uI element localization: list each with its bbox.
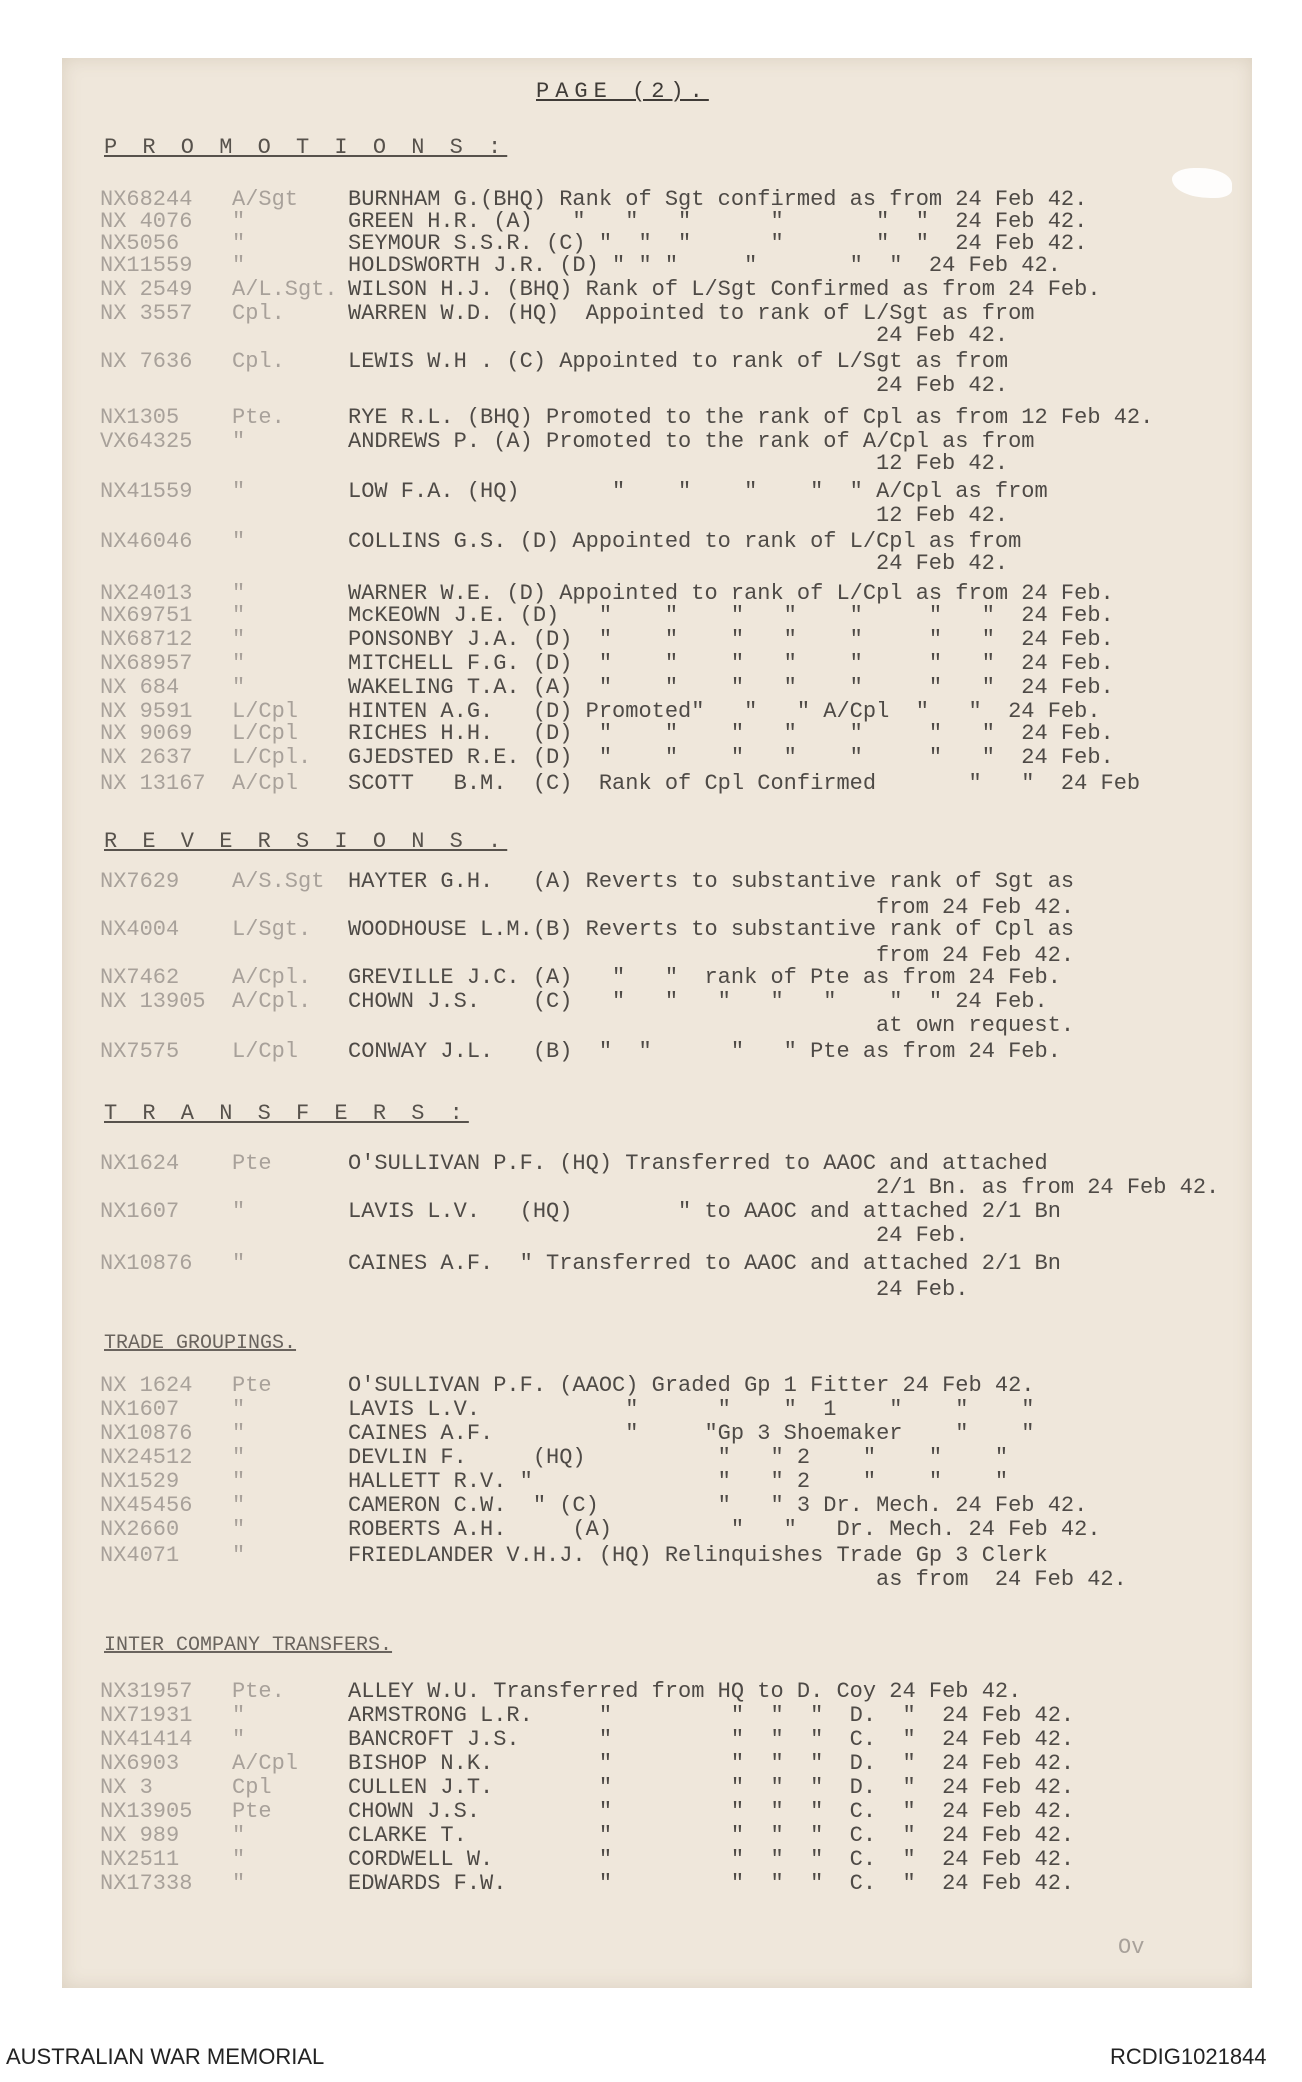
service-number: NX7629 bbox=[100, 869, 180, 894]
service-number: NX41414 bbox=[100, 1727, 193, 1752]
entry-text: LAVIS L.V. " " " 1 " " " bbox=[348, 1397, 1035, 1422]
rank: " bbox=[232, 1421, 246, 1446]
entry-text: GJEDSTED R.E. (D) " " " " " " " 24 Feb. bbox=[348, 745, 1114, 770]
service-number: NX1607 bbox=[100, 1397, 180, 1422]
service-number: NX11559 bbox=[100, 253, 193, 278]
service-number: NX41559 bbox=[100, 479, 193, 504]
service-number: NX 989 bbox=[100, 1823, 180, 1848]
entry-text: WARREN W.D. (HQ) Appointed to rank of L/Sgt as from bbox=[348, 301, 1035, 326]
rank: Cpl bbox=[232, 1775, 272, 1800]
rank: " bbox=[232, 651, 246, 676]
service-number: NX13905 bbox=[100, 1799, 193, 1824]
rank: L/Cpl bbox=[232, 1039, 299, 1064]
entry-text: at own request. bbox=[876, 1013, 1075, 1038]
entry-text: CHOWN J.S. (C) " " " " " " " 24 Feb. bbox=[348, 989, 1048, 1014]
entry-text: LOW F.A. (HQ) " " " " " A/Cpl as from bbox=[348, 479, 1048, 504]
footer-source: AUSTRALIAN WAR MEMORIAL bbox=[6, 2044, 325, 2069]
rank: " bbox=[232, 231, 246, 256]
entry-text: HAYTER G.H. (A) Reverts to substantive rank of Sgt as bbox=[348, 869, 1075, 894]
entry-text: ANDREWS P. (A) Promoted to the rank of A/Cpl as from bbox=[348, 429, 1035, 454]
rank: L/Sgt. bbox=[232, 917, 312, 942]
service-number: NX4071 bbox=[100, 1543, 180, 1568]
rank: " bbox=[232, 529, 246, 554]
service-number: NX7575 bbox=[100, 1039, 180, 1064]
entry-text: LEWIS W.H . (C) Appointed to rank of L/Sgt as from bbox=[348, 349, 1009, 374]
service-number: NX45456 bbox=[100, 1493, 193, 1518]
service-number: NX 684 bbox=[100, 675, 180, 700]
entry-text: 24 Feb 42. bbox=[876, 551, 1009, 576]
entry-text: WILSON H.J. (BHQ) Rank of L/Sgt Confirmed as from 24 Feb. bbox=[348, 277, 1101, 302]
entry-text: SCOTT B.M. (C) Rank of Cpl Confirmed " " 24 Feb bbox=[348, 771, 1141, 796]
service-number: NX7462 bbox=[100, 965, 180, 990]
rank: A/Sgt bbox=[232, 187, 299, 212]
entry-text: 12 Feb 42. bbox=[876, 451, 1009, 476]
service-number: NX 2549 bbox=[100, 277, 193, 302]
service-number: NX2511 bbox=[100, 1847, 180, 1872]
page-turn-note: Ov bbox=[1118, 1935, 1145, 1960]
rank: " bbox=[232, 1493, 246, 1518]
rank: A/Cpl. bbox=[232, 965, 312, 990]
entry-text: 24 Feb. bbox=[876, 1277, 969, 1302]
rank: " bbox=[232, 429, 246, 454]
entry-text: PONSONBY J.A. (D) " " " " " " " 24 Feb. bbox=[348, 627, 1114, 652]
entry-text: CONWAY J.L. (B) " " " " Pte as from 24 Feb. bbox=[348, 1039, 1061, 1064]
rank: " bbox=[232, 253, 246, 278]
entry-text: COLLINS G.S. (D) Appointed to rank of L/Cpl as from bbox=[348, 529, 1022, 554]
entry-text: MITCHELL F.G. (D) " " " " " " " 24 Feb. bbox=[348, 651, 1114, 676]
rank: " bbox=[232, 1727, 246, 1752]
service-number: NX10876 bbox=[100, 1421, 193, 1446]
entry-text: CHOWN J.S. " " " " C. " 24 Feb 42. bbox=[348, 1799, 1075, 1824]
service-number: NX71931 bbox=[100, 1703, 193, 1728]
entry-text: WAKELING T.A. (A) " " " " " " " 24 Feb. bbox=[348, 675, 1114, 700]
rank: " bbox=[232, 1469, 246, 1494]
entry-text: CAMERON C.W. " (C) " " 3 Dr. Mech. 24 Feb 42. bbox=[348, 1493, 1088, 1518]
service-number: NX 9069 bbox=[100, 721, 193, 746]
rank: " bbox=[232, 627, 246, 652]
entry-text: SEYMOUR S.S.R. (C) " " " " " " 24 Feb 42. bbox=[348, 231, 1088, 256]
rank: " bbox=[232, 479, 246, 504]
section-heading-trade: TRADE GROUPINGS. bbox=[104, 1332, 297, 1355]
entry-text: FRIEDLANDER V.H.J. (HQ) Relinquishes Trade Gp 3 Clerk bbox=[348, 1543, 1048, 1568]
entry-text: CAINES A.F. " Transferred to AAOC and attached 2/1 Bn bbox=[348, 1251, 1061, 1276]
rank: A/S.Sgt bbox=[232, 869, 325, 894]
rank: " bbox=[232, 1445, 246, 1470]
service-number: NX68244 bbox=[100, 187, 193, 212]
rank: A/Cpl bbox=[232, 1751, 299, 1776]
entry-text: EDWARDS F.W. " " " " C. " 24 Feb 42. bbox=[348, 1871, 1075, 1896]
entry-text: GREEN H.R. (A) " " " " " " 24 Feb 42. bbox=[348, 209, 1088, 234]
service-number: NX1529 bbox=[100, 1469, 180, 1494]
entry-text: BANCROFT J.S. " " " " C. " 24 Feb 42. bbox=[348, 1727, 1075, 1752]
rank: A/Cpl bbox=[232, 771, 299, 796]
service-number: NX 2637 bbox=[100, 745, 193, 770]
service-number: NX1607 bbox=[100, 1199, 180, 1224]
entry-text: 2/1 Bn. as from 24 Feb 42. bbox=[876, 1175, 1220, 1200]
section-heading-reversions: R E V E R S I O N S . bbox=[104, 829, 508, 854]
entry-text: O'SULLIVAN P.F. (HQ) Transferred to AAOC and attached bbox=[348, 1151, 1048, 1176]
service-number: NX10876 bbox=[100, 1251, 193, 1276]
entry-text: RICHES H.H. (D) " " " " " " " 24 Feb. bbox=[348, 721, 1114, 746]
rank: A/L.Sgt. bbox=[232, 277, 338, 302]
entry-text: HALLETT R.V. " " " 2 " " " bbox=[348, 1469, 1009, 1494]
service-number: NX24512 bbox=[100, 1445, 193, 1470]
service-number: NX5056 bbox=[100, 231, 180, 256]
entry-text: from 24 Feb 42. bbox=[876, 943, 1075, 968]
service-number: NX24013 bbox=[100, 581, 193, 606]
service-number: NX68712 bbox=[100, 627, 193, 652]
entry-text: O'SULLIVAN P.F. (AAOC) Graded Gp 1 Fitter 24 Feb 42. bbox=[348, 1373, 1035, 1398]
entry-text: CORDWELL W. " " " " C. " 24 Feb 42. bbox=[348, 1847, 1075, 1872]
rank: " bbox=[232, 1823, 246, 1848]
rank: " bbox=[232, 1847, 246, 1872]
rank: " bbox=[232, 1871, 246, 1896]
entry-text: HOLDSWORTH J.R. (D) " " " " " " 24 Feb 42. bbox=[348, 253, 1061, 278]
rank: " bbox=[232, 1543, 246, 1568]
service-number: NX17338 bbox=[100, 1871, 193, 1896]
entry-text: CAINES A.F. " "Gp 3 Shoemaker " " bbox=[348, 1421, 1035, 1446]
service-number: NX31957 bbox=[100, 1679, 193, 1704]
entry-text: 24 Feb. bbox=[876, 1223, 969, 1248]
entry-text: BISHOP N.K. " " " " D. " 24 Feb 42. bbox=[348, 1751, 1075, 1776]
entry-text: ARMSTRONG L.R. " " " " D. " 24 Feb 42. bbox=[348, 1703, 1075, 1728]
entry-text: CULLEN J.T. " " " " D. " 24 Feb 42. bbox=[348, 1775, 1075, 1800]
rank: " bbox=[232, 581, 246, 606]
rank: " bbox=[232, 1703, 246, 1728]
entry-text: from 24 Feb 42. bbox=[876, 895, 1075, 920]
service-number: NX 9591 bbox=[100, 699, 193, 724]
entry-text: McKEOWN J.E. (D) " " " " " " " 24 Feb. bbox=[348, 603, 1114, 628]
service-number: NX2660 bbox=[100, 1517, 180, 1542]
rank: " bbox=[232, 1251, 246, 1276]
entry-text: 24 Feb 42. bbox=[876, 323, 1009, 348]
service-number: NX1305 bbox=[100, 405, 180, 430]
rank: L/Cpl. bbox=[232, 745, 312, 770]
entry-text: as from 24 Feb 42. bbox=[876, 1567, 1127, 1592]
service-number: VX64325 bbox=[100, 429, 193, 454]
entry-text: WARNER W.E. (D) Appointed to rank of L/Cpl as from 24 Feb. bbox=[348, 581, 1114, 606]
rank: " bbox=[232, 1397, 246, 1422]
rank: " bbox=[232, 1517, 246, 1542]
entry-text: ROBERTS A.H. (A) " " Dr. Mech. 24 Feb 42. bbox=[348, 1517, 1101, 1542]
service-number: NX 13167 bbox=[100, 771, 206, 796]
service-number: NX 3557 bbox=[100, 301, 193, 326]
section-heading-inter: INTER COMPANY TRANSFERS. bbox=[104, 1634, 393, 1657]
rank: Cpl. bbox=[232, 301, 285, 326]
section-heading-promotions: P R O M O T I O N S : bbox=[104, 135, 508, 160]
service-number: NX46046 bbox=[100, 529, 193, 554]
rank: " bbox=[232, 209, 246, 234]
service-number: NX1624 bbox=[100, 1151, 180, 1176]
service-number: NX 4076 bbox=[100, 209, 193, 234]
rank: " bbox=[232, 1199, 246, 1224]
rank: A/Cpl. bbox=[232, 989, 312, 1014]
rank: Pte bbox=[232, 1799, 272, 1824]
service-number: NX 1624 bbox=[100, 1373, 193, 1398]
rank: L/Cpl bbox=[232, 699, 299, 724]
page-title: PAGE (2). bbox=[536, 79, 709, 104]
entry-text: 24 Feb 42. bbox=[876, 373, 1009, 398]
entry-text: DEVLIN F. (HQ) " " 2 " " " bbox=[348, 1445, 1009, 1470]
service-number: NX 7636 bbox=[100, 349, 193, 374]
entry-text: BURNHAM G.(BHQ) Rank of Sgt confirmed as from 24 Feb 42. bbox=[348, 187, 1088, 212]
service-number: NX69751 bbox=[100, 603, 193, 628]
entry-text: CLARKE T. " " " " C. " 24 Feb 42. bbox=[348, 1823, 1075, 1848]
entry-text: HINTEN A.G. (D) Promoted" " " A/Cpl " " 24 Feb. bbox=[348, 699, 1101, 724]
torn-corner bbox=[1172, 168, 1232, 198]
rank: Pte bbox=[232, 1151, 272, 1176]
rank: Pte. bbox=[232, 1679, 285, 1704]
entry-text: 12 Feb 42. bbox=[876, 503, 1009, 528]
service-number: NX68957 bbox=[100, 651, 193, 676]
entry-text: WOODHOUSE L.M.(B) Reverts to substantive rank of Cpl as bbox=[348, 917, 1075, 942]
service-number: NX 13905 bbox=[100, 989, 206, 1014]
rank: " bbox=[232, 675, 246, 700]
service-number: NX6903 bbox=[100, 1751, 180, 1776]
entry-text: RYE R.L. (BHQ) Promoted to the rank of Cpl as from 12 Feb 42. bbox=[348, 405, 1154, 430]
rank: L/Cpl bbox=[232, 721, 299, 746]
service-number: NX4004 bbox=[100, 917, 180, 942]
service-number: NX 3 bbox=[100, 1775, 153, 1800]
rank: Pte. bbox=[232, 405, 285, 430]
rank: " bbox=[232, 603, 246, 628]
rank: Pte bbox=[232, 1373, 272, 1398]
footer-reference: RCDIG1021844 bbox=[1110, 2044, 1267, 2069]
entry-text: GREVILLE J.C. (A) " " rank of Pte as from 24 Feb. bbox=[348, 965, 1061, 990]
entry-text: LAVIS L.V. (HQ) " to AAOC and attached 2/1 Bn bbox=[348, 1199, 1061, 1224]
rank: Cpl. bbox=[232, 349, 285, 374]
entry-text: ALLEY W.U. Transferred from HQ to D. Coy 24 Feb 42. bbox=[348, 1679, 1022, 1704]
section-heading-transfers: T R A N S F E R S : bbox=[104, 1101, 469, 1126]
